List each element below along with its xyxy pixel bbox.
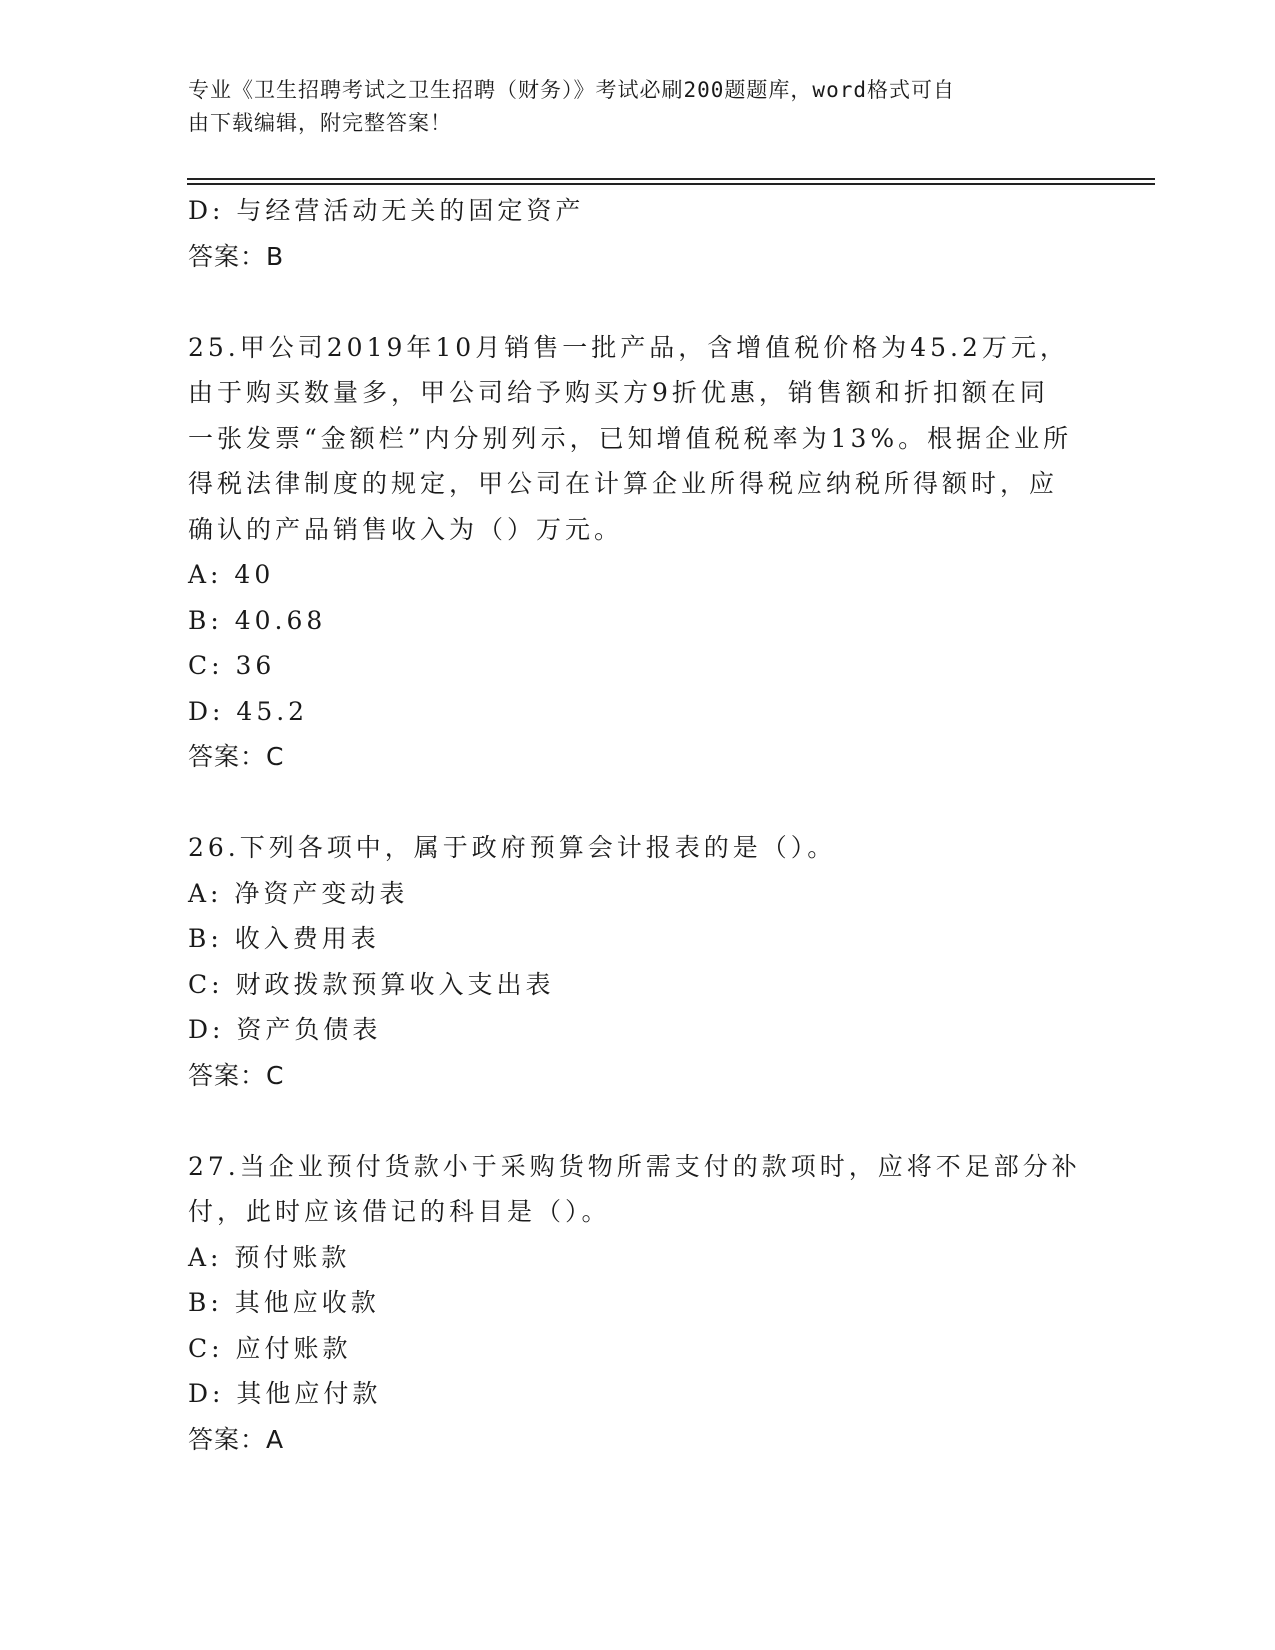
question-stem-line: 由于购买数量多，甲公司给予购买方9折优惠，销售额和折扣额在同 — [188, 378, 1049, 407]
question-25 — [188, 325, 1088, 780]
option-b: B: 收入费用表 — [188, 924, 380, 953]
question-stem-line: 一张发票“金额栏”内分别列示，已知增值税税率为13%。根据企业所 — [188, 423, 1073, 453]
option-d: D: 其他应付款 — [188, 1379, 382, 1408]
document-header — [188, 74, 1068, 140]
option-b: B: 40.68 — [188, 605, 327, 635]
question-stem-line: 得税法律制度的规定，甲公司在计算企业所得税应纳税所得额时，应 — [188, 469, 1059, 498]
answer: 答案：C — [188, 1060, 285, 1090]
question-stem-line: 27.当企业预付货款小于采购货物所需支付的款项时，应将不足部分补 — [188, 1151, 1081, 1181]
option-d: D: 45.2 — [188, 696, 309, 726]
option-a: A: 预付账款 — [188, 1242, 351, 1272]
question-stem-line: 26.下列各项中，属于政府预算会计报表的是（）。 — [188, 833, 837, 862]
spacer — [188, 1098, 1088, 1144]
option-c: C: 36 — [188, 651, 276, 680]
question-stem-line: 确认的产品销售收入为（）万元。 — [188, 514, 624, 544]
header-divider-top — [187, 178, 1155, 180]
answer: 答案：C — [188, 742, 285, 771]
header-divider-bottom — [187, 183, 1155, 185]
option-d: D: 与经营活动无关的固定资产 — [188, 196, 585, 225]
question-26 — [188, 825, 1088, 1098]
header-line-1: 专业《卫生招聘考试之卫生招聘（财务）》考试必刷200题题库，word格式可自 — [188, 78, 955, 102]
header-line-2: 由下载编辑，附完整答案！ — [188, 111, 452, 135]
option-a: A: 40 — [188, 560, 275, 589]
option-c: C: 财政拨款预算收入支出表 — [188, 969, 555, 999]
question-content — [188, 188, 1088, 1462]
option-c: C: 应付账款 — [188, 1333, 352, 1363]
option-d: D: 资产负债表 — [188, 1015, 382, 1044]
spacer — [188, 780, 1088, 826]
answer: 答案：A — [188, 1424, 285, 1454]
option-b: B: 其他应收款 — [188, 1288, 380, 1317]
answer: 答案：B — [188, 241, 285, 271]
question-stem-line: 付，此时应该借记的科目是（）。 — [188, 1197, 611, 1226]
option-a: A: 净资产变动表 — [188, 878, 409, 908]
question-27 — [188, 1144, 1088, 1463]
question-stem-line: 25.甲公司2019年10月销售一批产品，含增值税价格为45.2万元， — [188, 332, 1069, 362]
spacer — [188, 279, 1088, 325]
